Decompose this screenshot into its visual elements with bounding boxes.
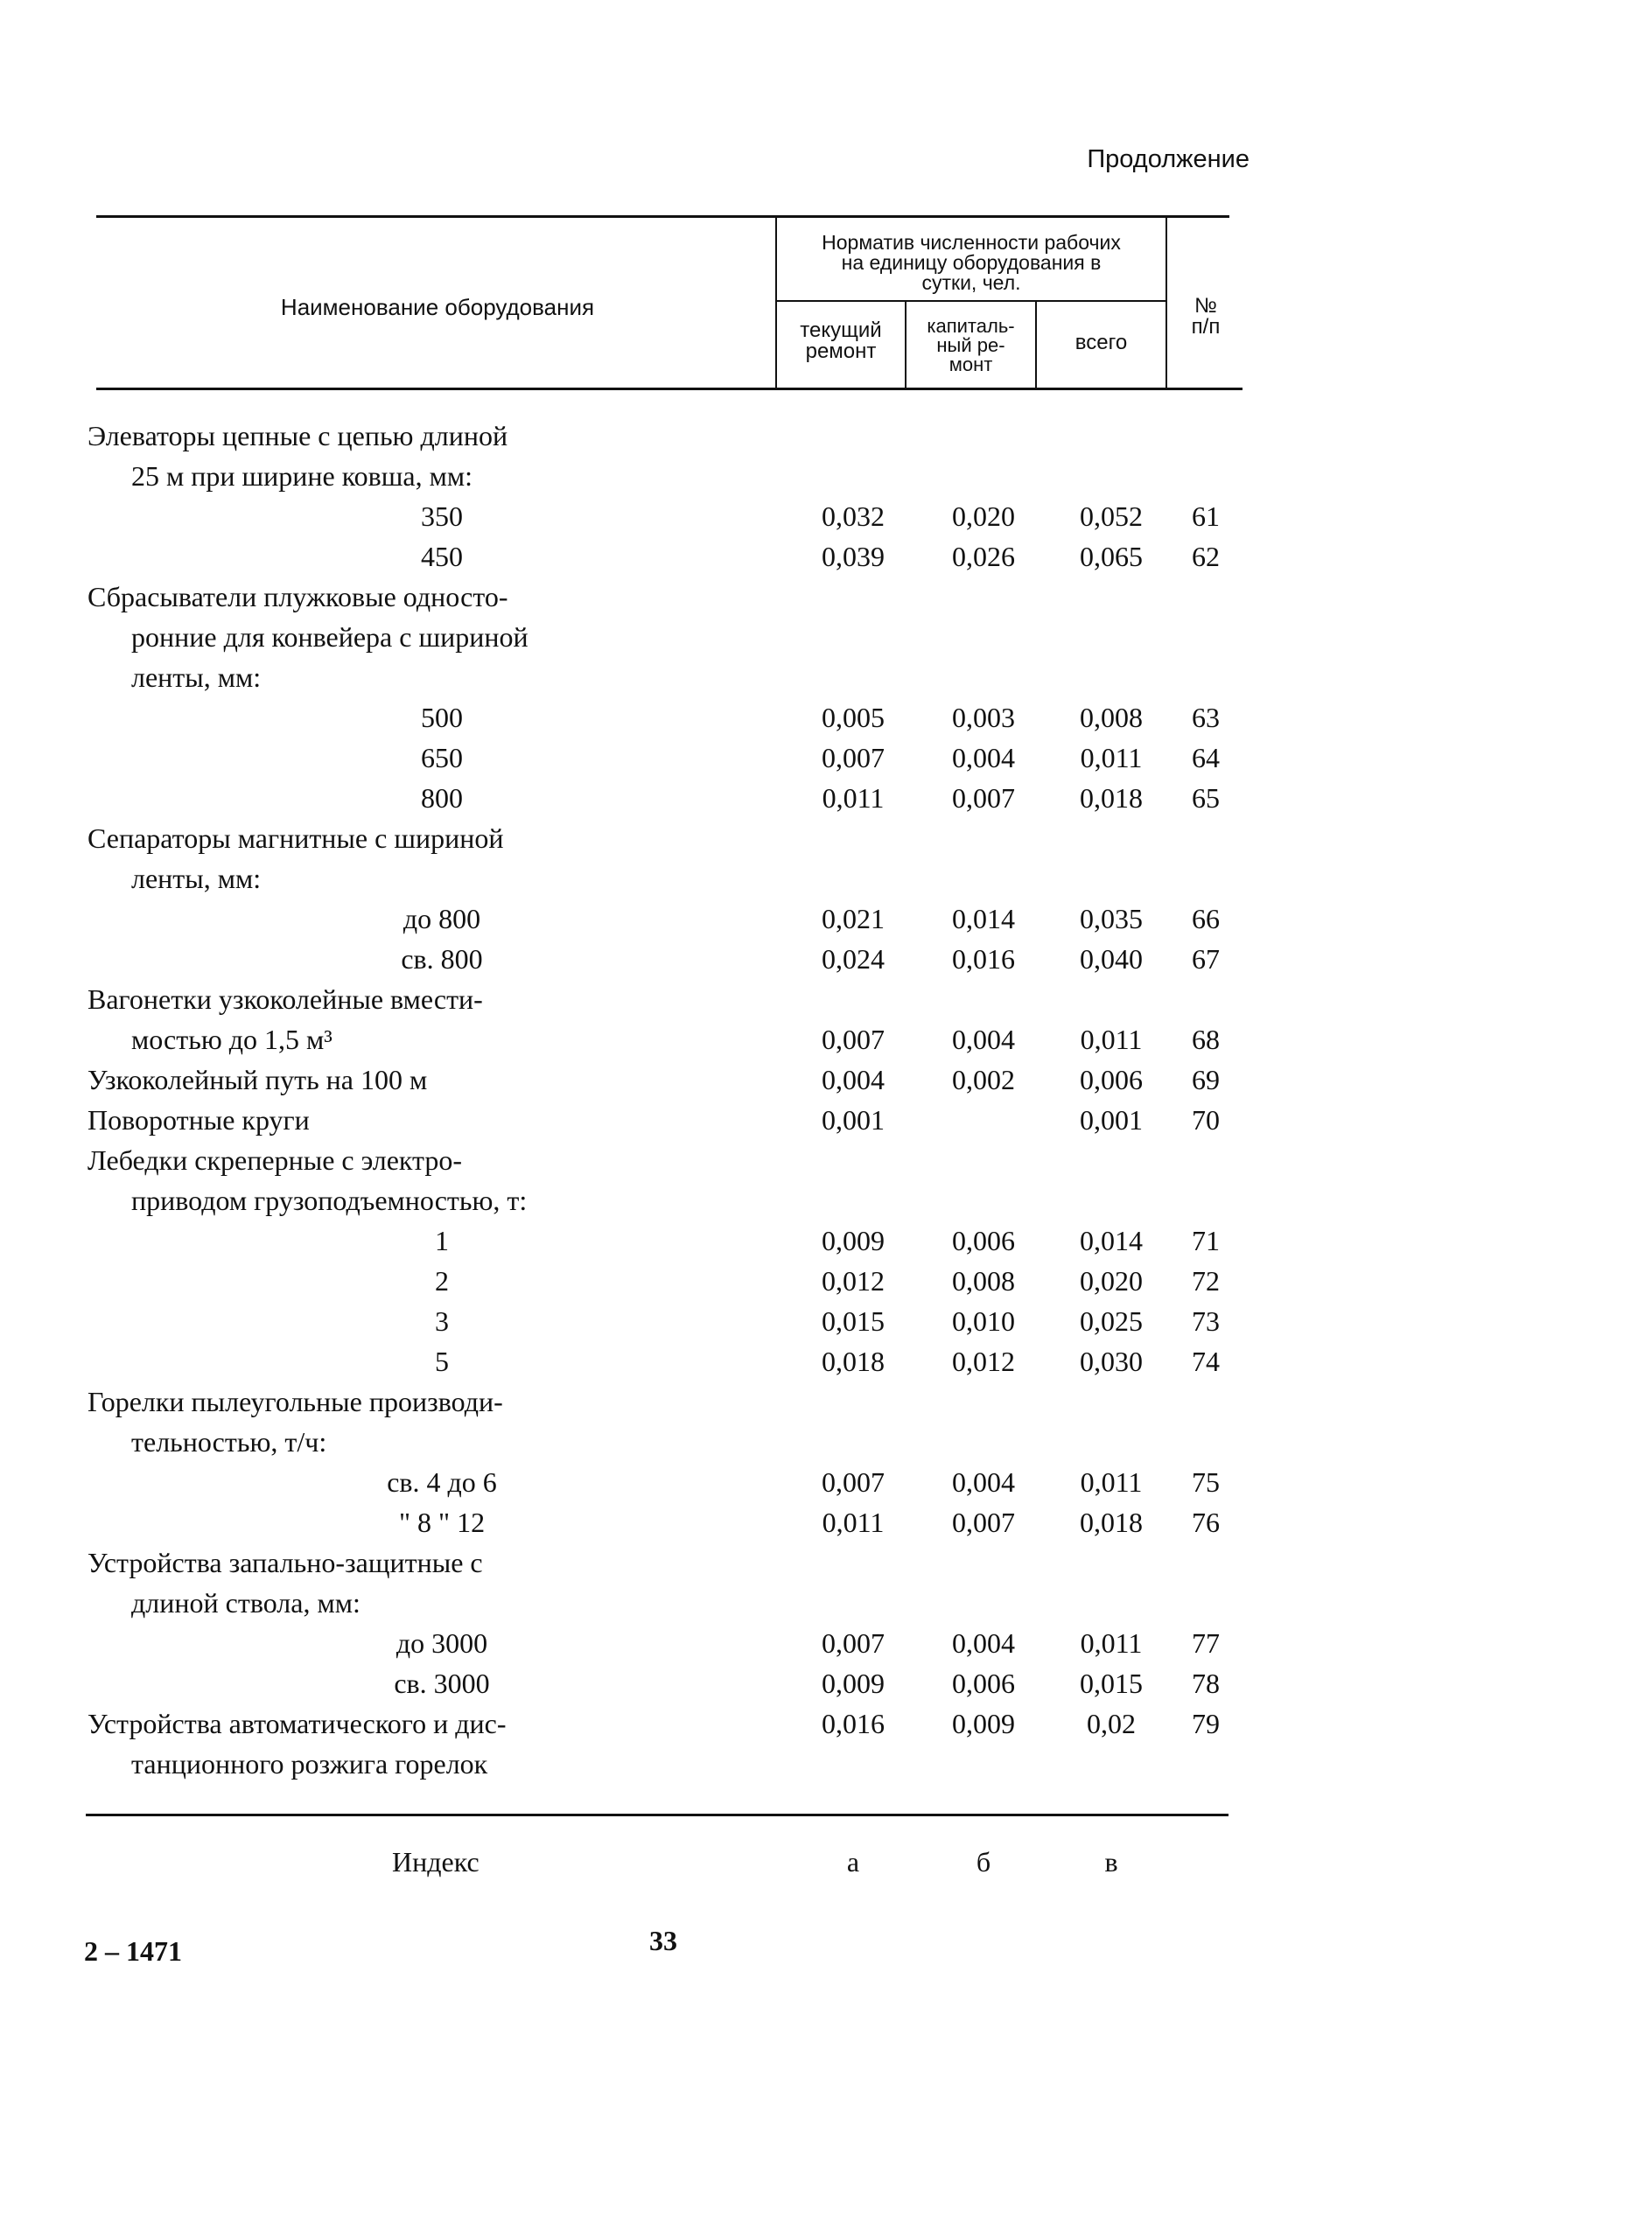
row-value-a: 0,018 bbox=[822, 1346, 885, 1377]
row-name: Поворотные круги bbox=[88, 1104, 310, 1136]
row-number: 65 bbox=[1192, 782, 1220, 814]
table-row bbox=[0, 1018, 1652, 1059]
row-value-a: 0,039 bbox=[822, 541, 885, 572]
row-value-b: 0,010 bbox=[952, 1305, 1015, 1337]
row-number: 64 bbox=[1192, 742, 1220, 773]
row-number: 69 bbox=[1192, 1064, 1220, 1095]
row-number: 74 bbox=[1192, 1346, 1220, 1377]
row-number: 71 bbox=[1192, 1225, 1220, 1256]
row-number: 78 bbox=[1192, 1668, 1220, 1699]
index-v: в bbox=[1104, 1846, 1118, 1878]
row-value-a: 0,005 bbox=[822, 702, 885, 733]
table-row bbox=[0, 938, 1652, 978]
row-name: Горелки пылеугольные производи- bbox=[88, 1386, 503, 1417]
table-row bbox=[0, 1099, 1652, 1139]
table-row bbox=[0, 696, 1652, 737]
row-number: 72 bbox=[1192, 1265, 1220, 1297]
index-a: а bbox=[846, 1846, 860, 1878]
table-row bbox=[0, 1300, 1652, 1340]
row-value-b: 0,003 bbox=[952, 702, 1015, 733]
header-group-title bbox=[779, 233, 1164, 293]
row-value-b: 0,007 bbox=[952, 1507, 1015, 1538]
table-row bbox=[0, 415, 1652, 455]
row-name: ронние для конвейера с шириной bbox=[131, 621, 528, 653]
row-value-b: 0,014 bbox=[952, 903, 1015, 934]
row-value-b: 0,020 bbox=[952, 500, 1015, 532]
header-group-line: Норматив численности рабочих bbox=[822, 231, 1121, 254]
header-num-line: п/п bbox=[1191, 315, 1221, 339]
table-row bbox=[0, 1622, 1652, 1662]
index-b: б bbox=[976, 1846, 991, 1878]
index-row bbox=[0, 1846, 1652, 1886]
row-name: Элеваторы цепные с цепью длиной bbox=[88, 420, 508, 451]
footer-code: 2 – 1471 bbox=[84, 1935, 182, 1967]
row-name: св. 4 до 6 bbox=[387, 1466, 497, 1498]
header-group-line: сутки, чел. bbox=[921, 271, 1021, 294]
row-number: 62 bbox=[1192, 541, 1220, 572]
row-value-a: 0,004 bbox=[822, 1064, 885, 1095]
row-value-a: 0,011 bbox=[822, 1507, 885, 1538]
table-row bbox=[0, 857, 1652, 898]
row-value-v: 0,008 bbox=[1080, 702, 1143, 733]
table-row bbox=[0, 1260, 1652, 1300]
row-number: 79 bbox=[1192, 1708, 1220, 1739]
row-name: 25 м при ширине ковша, мм: bbox=[131, 460, 472, 492]
row-name: св. 3000 bbox=[394, 1668, 490, 1699]
table-row bbox=[0, 1340, 1652, 1381]
row-name: 2 bbox=[435, 1265, 449, 1297]
row-value-v: 0,018 bbox=[1080, 782, 1143, 814]
header-col-a bbox=[777, 320, 905, 362]
row-name: 1 bbox=[435, 1225, 449, 1256]
table-row bbox=[0, 737, 1652, 777]
row-number: 77 bbox=[1192, 1627, 1220, 1659]
row-value-v: 0,011 bbox=[1080, 1024, 1143, 1055]
row-name: Устройства автоматического и дис- bbox=[88, 1708, 507, 1739]
row-value-a: 0,007 bbox=[822, 1466, 885, 1498]
row-name: Устройства запально-защитные с bbox=[88, 1547, 483, 1578]
row-value-a: 0,015 bbox=[822, 1305, 885, 1337]
row-name: Сбрасыватели плужковые односто- bbox=[88, 581, 508, 612]
row-value-v: 0,006 bbox=[1080, 1064, 1143, 1095]
row-name: танционного розжига горелок bbox=[131, 1748, 488, 1780]
row-value-a: 0,021 bbox=[822, 903, 885, 934]
table-row bbox=[0, 1059, 1652, 1099]
row-value-v: 0,018 bbox=[1080, 1507, 1143, 1538]
row-value-v: 0,035 bbox=[1080, 903, 1143, 934]
row-name: Вагонетки узкоколейные вмести- bbox=[88, 983, 483, 1015]
header-col-num bbox=[1169, 296, 1242, 338]
table-row bbox=[0, 1461, 1652, 1501]
table-row bbox=[0, 1582, 1652, 1622]
header-name-col: Наименование оборудования bbox=[280, 294, 595, 320]
row-value-a: 0,016 bbox=[822, 1708, 885, 1739]
row-value-b: 0,012 bbox=[952, 1346, 1015, 1377]
header-col-b bbox=[906, 317, 1035, 374]
table-row bbox=[0, 535, 1652, 576]
row-value-v: 0,011 bbox=[1080, 1627, 1143, 1659]
table-row bbox=[0, 656, 1652, 696]
row-value-a: 0,007 bbox=[822, 1627, 885, 1659]
index-label: Индекс bbox=[392, 1846, 480, 1878]
row-value-a: 0,032 bbox=[822, 500, 885, 532]
table-row bbox=[0, 777, 1652, 817]
header-group-line: на единицу оборудования в bbox=[841, 251, 1102, 274]
header-col-b-line: ный ре- bbox=[936, 334, 1005, 356]
row-value-v: 0,025 bbox=[1080, 1305, 1143, 1337]
row-number: 73 bbox=[1192, 1305, 1220, 1337]
row-name: 450 bbox=[421, 541, 463, 572]
row-value-b: 0,007 bbox=[952, 782, 1015, 814]
header-col-b-line: монт bbox=[948, 353, 993, 375]
row-value-v: 0,014 bbox=[1080, 1225, 1143, 1256]
page-number: 33 bbox=[649, 1925, 677, 1956]
table-bottom-rule bbox=[86, 1814, 1228, 1816]
row-value-b: 0,009 bbox=[952, 1708, 1015, 1739]
row-number: 70 bbox=[1192, 1104, 1220, 1136]
table-row bbox=[0, 817, 1652, 857]
row-value-b: 0,008 bbox=[952, 1265, 1015, 1297]
row-number: 75 bbox=[1192, 1466, 1220, 1498]
row-name: " 8 " 12 bbox=[398, 1507, 486, 1538]
row-name: св. 800 bbox=[401, 943, 483, 975]
header-col-v: всего bbox=[1074, 331, 1128, 354]
row-number: 66 bbox=[1192, 903, 1220, 934]
header-top-rule bbox=[96, 215, 1229, 218]
row-value-b: 0,026 bbox=[952, 541, 1015, 572]
table-body bbox=[0, 415, 1652, 1783]
row-value-b: 0,004 bbox=[952, 1627, 1015, 1659]
row-value-a: 0,024 bbox=[822, 943, 885, 975]
row-value-a: 0,011 bbox=[822, 782, 885, 814]
row-name: до 800 bbox=[402, 903, 481, 934]
header-bottom-rule bbox=[96, 388, 1242, 390]
table-row bbox=[0, 455, 1652, 495]
row-value-a: 0,012 bbox=[822, 1265, 885, 1297]
row-name: мостью до 1,5 м³ bbox=[131, 1024, 332, 1055]
row-name: приводом грузоподъемностью, т: bbox=[131, 1185, 528, 1216]
row-name: Узкоколейный путь на 100 м bbox=[88, 1064, 428, 1095]
row-value-v: 0,001 bbox=[1080, 1104, 1143, 1136]
continuation-label: Продолжение bbox=[1087, 145, 1250, 173]
row-value-a: 0,007 bbox=[822, 742, 885, 773]
header-col-a-line: текущий bbox=[800, 318, 882, 342]
header-divider bbox=[1166, 215, 1167, 388]
row-number: 67 bbox=[1192, 943, 1220, 975]
header-col-a-line: ремонт bbox=[805, 339, 877, 363]
row-value-v: 0,052 bbox=[1080, 500, 1143, 532]
row-name: ленты, мм: bbox=[131, 863, 262, 894]
table-row bbox=[0, 1542, 1652, 1582]
table-row bbox=[0, 1662, 1652, 1703]
row-value-v: 0,02 bbox=[1087, 1708, 1136, 1739]
table-row bbox=[0, 576, 1652, 616]
row-name: 350 bbox=[421, 500, 463, 532]
row-name: 3 bbox=[435, 1305, 449, 1337]
row-number: 63 bbox=[1192, 702, 1220, 733]
table-row bbox=[0, 1179, 1652, 1220]
header-col-b-line: капиталь- bbox=[927, 315, 1015, 337]
table-row bbox=[0, 1421, 1652, 1461]
table-row bbox=[0, 1381, 1652, 1421]
row-value-a: 0,001 bbox=[822, 1104, 885, 1136]
row-number: 61 bbox=[1192, 500, 1220, 532]
row-name: тельностью, т/ч: bbox=[131, 1426, 327, 1458]
row-value-b: 0,004 bbox=[952, 1024, 1015, 1055]
row-value-v: 0,020 bbox=[1080, 1265, 1143, 1297]
table-row bbox=[0, 616, 1652, 656]
row-name: 5 bbox=[435, 1346, 449, 1377]
row-value-v: 0,011 bbox=[1080, 742, 1143, 773]
row-value-v: 0,040 bbox=[1080, 943, 1143, 975]
row-value-b: 0,016 bbox=[952, 943, 1015, 975]
row-number: 76 bbox=[1192, 1507, 1220, 1538]
header-num-line: № bbox=[1194, 294, 1217, 318]
table-row bbox=[0, 1501, 1652, 1542]
table-row bbox=[0, 1220, 1652, 1260]
header-divider bbox=[775, 215, 777, 388]
row-value-b: 0,006 bbox=[952, 1668, 1015, 1699]
row-value-b: 0,006 bbox=[952, 1225, 1015, 1256]
table-row bbox=[0, 1139, 1652, 1179]
row-number: 68 bbox=[1192, 1024, 1220, 1055]
row-value-a: 0,009 bbox=[822, 1668, 885, 1699]
row-name: 500 bbox=[421, 702, 463, 733]
row-name: Сепараторы магнитные с шириной bbox=[88, 822, 504, 854]
row-value-b: 0,004 bbox=[952, 742, 1015, 773]
row-value-a: 0,009 bbox=[822, 1225, 885, 1256]
row-name: 800 bbox=[421, 782, 463, 814]
row-name: Лебедки скреперные с электро- bbox=[88, 1144, 463, 1176]
table-row bbox=[0, 1743, 1652, 1783]
table-row bbox=[0, 898, 1652, 938]
row-name: до 3000 bbox=[396, 1627, 488, 1659]
row-name: длиной ствола, мм: bbox=[131, 1587, 360, 1619]
table-row bbox=[0, 1703, 1652, 1743]
row-value-v: 0,065 bbox=[1080, 541, 1143, 572]
row-name: ленты, мм: bbox=[131, 661, 262, 693]
row-value-a: 0,007 bbox=[822, 1024, 885, 1055]
row-value-v: 0,030 bbox=[1080, 1346, 1143, 1377]
row-value-v: 0,015 bbox=[1080, 1668, 1143, 1699]
header-group-rule bbox=[777, 300, 1166, 302]
row-value-b: 0,002 bbox=[952, 1064, 1015, 1095]
table-row bbox=[0, 978, 1652, 1018]
table-row bbox=[0, 495, 1652, 535]
row-value-v: 0,011 bbox=[1080, 1466, 1143, 1498]
row-value-b: 0,004 bbox=[952, 1466, 1015, 1498]
row-name: 650 bbox=[421, 742, 463, 773]
